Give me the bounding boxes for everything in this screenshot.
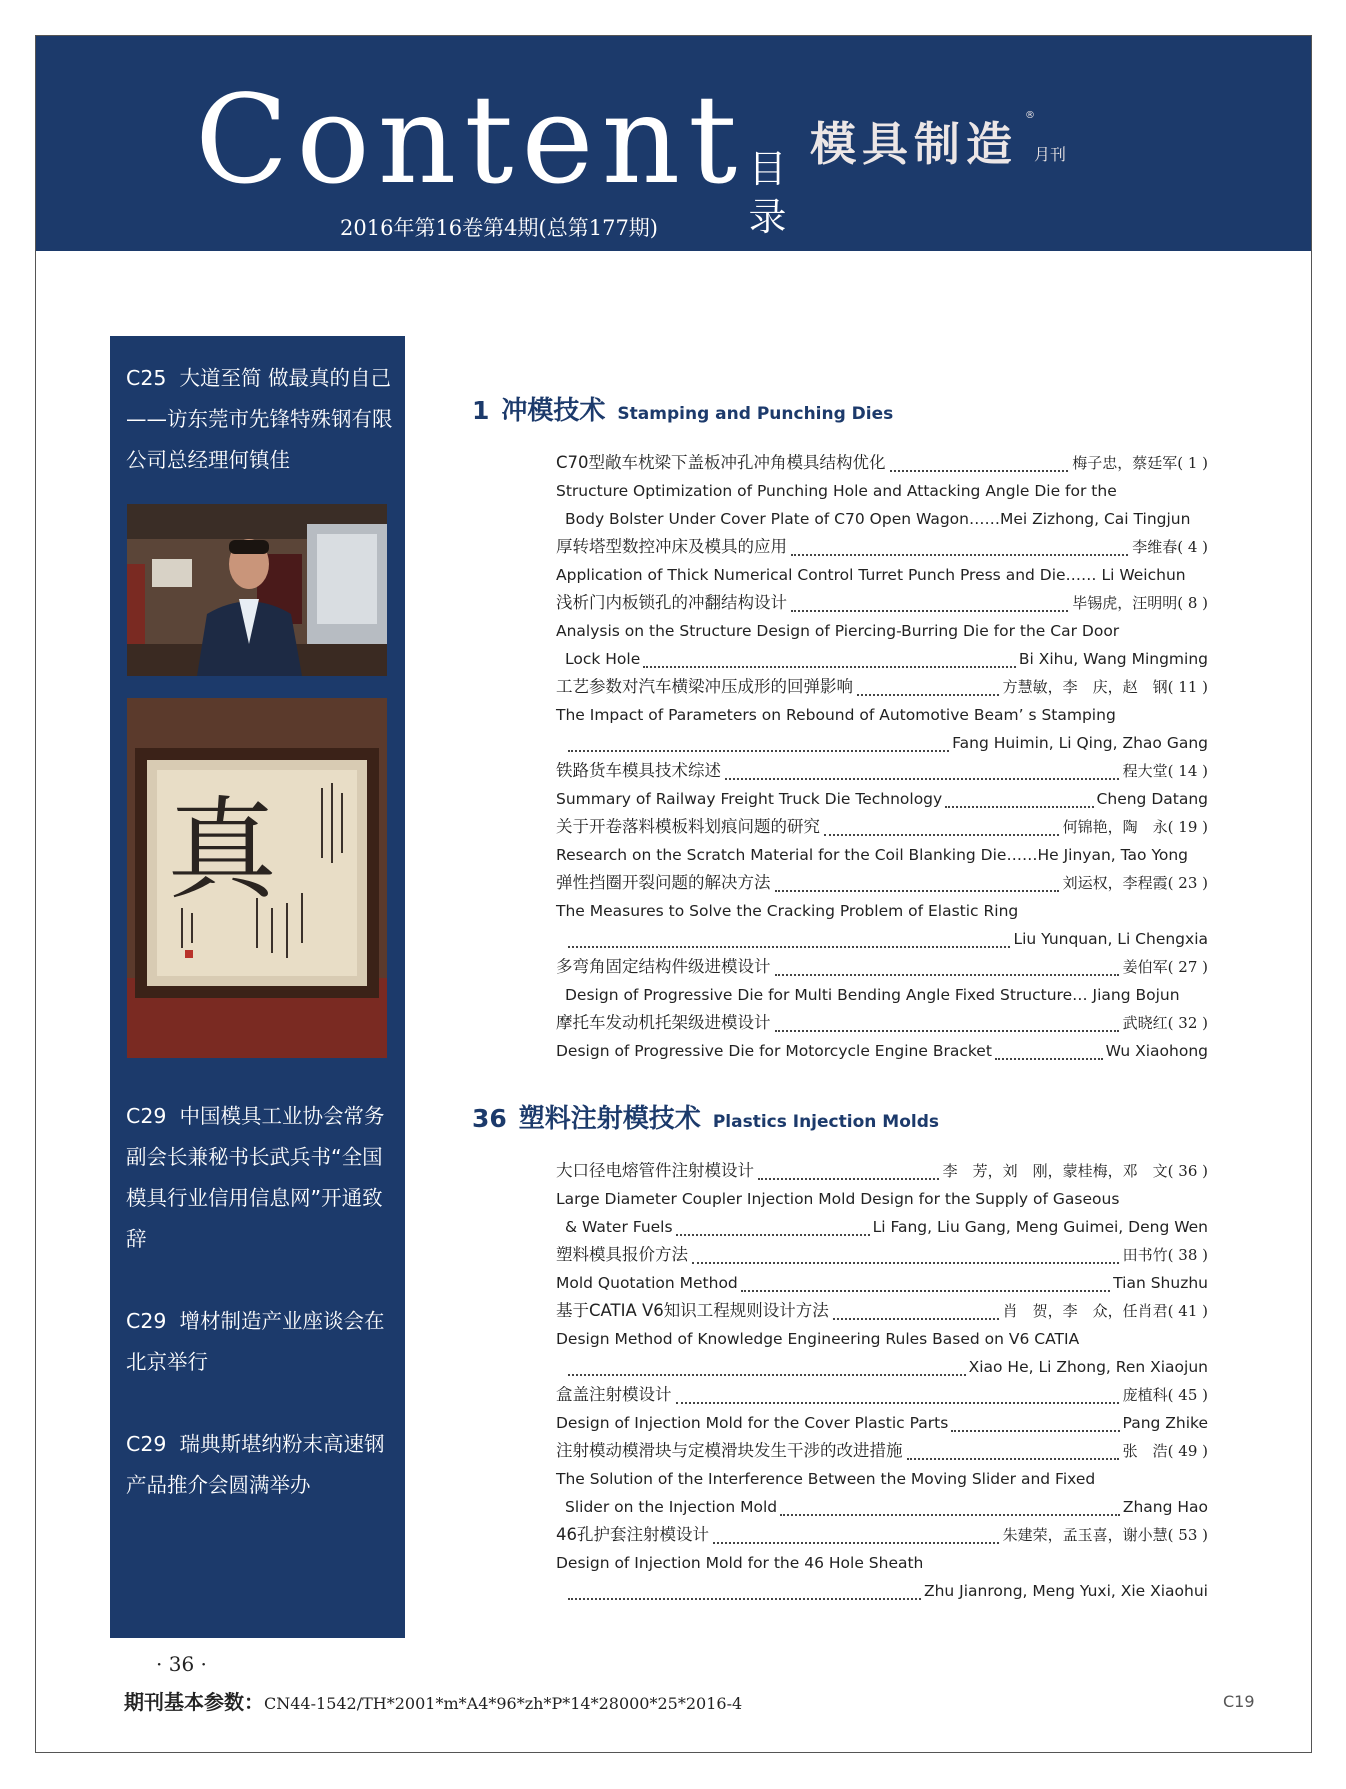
article-authors-cn — [1123, 757, 1208, 785]
authors-cn: 何锦艳，陶 永 — [1062, 818, 1168, 836]
toc-cn-line — [556, 1381, 1208, 1409]
dot-leader — [676, 1394, 1119, 1404]
article-title-en — [556, 617, 1208, 645]
article-title-cn[interactable]: 弹性挡圈开裂问题的解决方法 — [556, 873, 771, 892]
dot-leader — [775, 1022, 1119, 1032]
dot-leader — [568, 1590, 921, 1600]
article-authors-cn — [1072, 589, 1208, 617]
sidebar-item-code: C29 — [126, 1104, 167, 1128]
title-en-text: The Impact of Parameters on Rebound of Automotive Beam’ s Stamping — [556, 706, 1116, 724]
article-page: ( 23 ) — [1167, 874, 1208, 892]
article-page: ( 45 ) — [1167, 1386, 1208, 1404]
article-authors-cn — [1123, 1437, 1208, 1465]
article-title-cn[interactable]: 铁路货车模具技术综述 — [556, 761, 721, 780]
article-title-en — [556, 1409, 1208, 1437]
dot-leader — [833, 1310, 999, 1320]
article-authors-cn — [1003, 673, 1208, 701]
article-title-cn[interactable]: 46孔护套注射模设计 — [556, 1525, 709, 1544]
dot-leader — [741, 1282, 1110, 1292]
article-authors-cn — [1123, 1009, 1208, 1037]
article-title-en — [556, 1213, 1208, 1241]
article-page: ( 8 ) — [1177, 594, 1208, 612]
authors-en: Wu Xiaohong — [1105, 1042, 1208, 1060]
authors-cn: 刘运权，李程霞 — [1062, 874, 1168, 892]
toc-cn-line — [556, 1009, 1208, 1037]
authors-cn: 方慧敏，李 庆，赵 钢 — [1002, 678, 1168, 696]
toc-cn-line — [556, 449, 1208, 477]
sidebar-item-code: C29 — [126, 1309, 167, 1333]
sidebar-item-text: 大道至简 做最真的自己——访东莞市先锋特殊钢有限公司总经理何镇佳 — [126, 366, 393, 472]
article-title-en — [556, 645, 1208, 673]
article-title-en — [556, 1353, 1208, 1381]
toc-cn-line — [556, 1241, 1208, 1269]
section-heading — [472, 1098, 939, 1135]
article-page: ( 19 ) — [1167, 818, 1208, 836]
toc-entry[interactable] — [556, 449, 1208, 533]
authors-en: Zhu Jianrong, Meng Yuxi, Xie Xiaohui — [923, 1582, 1208, 1600]
article-page: ( 53 ) — [1167, 1526, 1208, 1544]
dot-leader — [676, 1226, 870, 1236]
article-title-en — [556, 981, 1208, 1009]
authors-en: Cheng Datang — [1096, 790, 1208, 808]
article-page: ( 14 ) — [1167, 762, 1208, 780]
article-title-cn[interactable]: 关于开卷落料模板料划痕问题的研究 — [556, 817, 820, 836]
article-title-cn[interactable]: 大口径电熔管件注射模设计 — [556, 1161, 754, 1180]
article-title-cn[interactable]: 注射模动模滑块与定模滑块发生干涉的改进措施 — [556, 1441, 903, 1460]
article-title-cn[interactable]: C70型敞车枕梁下盖板冲孔冲角模具结构优化 — [556, 453, 886, 472]
toc-entry[interactable] — [556, 953, 1208, 1009]
article-title-en — [556, 477, 1208, 505]
article-title-en — [556, 897, 1208, 925]
title-en-text: Design of Injection Mold for the Cover Plastic Parts — [556, 1414, 949, 1432]
journal-frequency: 月刊 — [1034, 145, 1067, 164]
section-title-cn: 塑料注射模技术 — [518, 1104, 701, 1134]
toc-entry[interactable] — [556, 673, 1208, 757]
toc-cn-line — [556, 813, 1208, 841]
dot-leader — [857, 686, 999, 696]
article-title-en — [556, 1577, 1208, 1605]
article-title-cn[interactable]: 厚转塔型数控冲床及模具的应用 — [556, 537, 787, 556]
toc-entry[interactable] — [556, 1437, 1208, 1521]
article-title-en — [556, 841, 1208, 869]
article-title-en — [556, 505, 1208, 533]
dot-leader — [725, 770, 1119, 780]
section-entries — [556, 449, 1208, 1065]
article-page: ( 49 ) — [1167, 1442, 1208, 1460]
toc-entry[interactable] — [556, 1521, 1208, 1605]
params-label: 期刊基本参数： — [124, 1690, 264, 1714]
toc-cn-line — [556, 953, 1208, 981]
calligraphy-photo — [127, 698, 387, 1058]
toc-cn-line — [556, 673, 1208, 701]
article-title-cn[interactable]: 工艺参数对汽车横梁冲压成形的回弹影响 — [556, 677, 853, 696]
authors-cn: 梅子忠，蔡廷军 — [1072, 454, 1178, 472]
dot-leader — [775, 966, 1119, 976]
article-authors-cn — [1003, 1521, 1208, 1549]
toc-entry[interactable] — [556, 869, 1208, 953]
article-title-en — [556, 1549, 1208, 1577]
article-page: ( 38 ) — [1167, 1246, 1208, 1264]
dot-leader — [791, 602, 1068, 612]
authors-en: Tian Shuzhu — [1113, 1274, 1208, 1292]
journal-params — [124, 1686, 742, 1715]
article-title-cn[interactable]: 盒盖注射模设计 — [556, 1385, 672, 1404]
issue-info: 2016年第16卷第4期(总第177期) — [340, 216, 658, 240]
page-number: · 36 · — [156, 1652, 207, 1676]
article-page: ( 1 ) — [1177, 454, 1208, 472]
authors-en: Xiao He, Li Zhong, Ren Xiaojun — [968, 1358, 1208, 1376]
dot-leader — [713, 1534, 999, 1544]
authors-cn: 姜伯军 — [1122, 958, 1168, 976]
article-page: ( 4 ) — [1177, 538, 1208, 556]
title-en-text: Lock Hole — [565, 650, 641, 668]
toc-entry[interactable] — [556, 1381, 1208, 1437]
dot-leader — [824, 826, 1059, 836]
article-title-en — [556, 561, 1208, 589]
authors-en: Pang Zhike — [1122, 1414, 1208, 1432]
dot-leader — [758, 1170, 939, 1180]
article-title-en — [556, 785, 1208, 813]
toc-entry[interactable] — [556, 589, 1208, 673]
article-title-en — [556, 925, 1208, 953]
article-authors-cn — [1063, 869, 1208, 897]
article-authors-cn — [1132, 533, 1208, 561]
dot-leader — [780, 1506, 1120, 1516]
sidebar-item-code: C29 — [126, 1432, 167, 1456]
title-en-text: Application of Thick Numerical Control Turret Punch Press and Die…… Li Weichun — [556, 566, 1186, 584]
authors-cn: 毕锡虎，汪明明 — [1072, 594, 1178, 612]
authors-cn: 武晓红 — [1122, 1014, 1168, 1032]
dot-leader — [643, 658, 1016, 668]
sidebar-item[interactable] — [126, 358, 396, 481]
title-en-text: The Solution of the Interference Between the Moving Slider and Fixed — [556, 1470, 1096, 1488]
article-page: ( 36 ) — [1167, 1162, 1208, 1180]
authors-cn: 田书竹 — [1122, 1246, 1168, 1264]
article-title-en — [556, 1325, 1208, 1353]
authors-en: Fang Huimin, Li Qing, Zhao Gang — [952, 734, 1208, 752]
article-authors-cn — [1072, 449, 1208, 477]
dot-leader — [945, 798, 1093, 808]
article-page: ( 32 ) — [1167, 1014, 1208, 1032]
section-title-en: Stamping and Punching Dies — [617, 404, 894, 424]
dot-leader — [791, 546, 1128, 556]
toc-entry[interactable] — [556, 1241, 1208, 1297]
sidebar-item[interactable] — [126, 1096, 396, 1260]
article-title-en — [556, 1493, 1208, 1521]
toc-cn-line — [556, 1157, 1208, 1185]
toc-cn-line — [556, 1297, 1208, 1325]
article-title-en — [556, 729, 1208, 757]
title-en-text: Large Diameter Coupler Injection Mold Design for the Supply of Gaseous — [556, 1190, 1120, 1208]
title-en-text: Design of Injection Mold for the 46 Hole Sheath — [556, 1554, 924, 1572]
dot-leader — [890, 462, 1069, 472]
section-number: 36 — [472, 1104, 507, 1133]
authors-cn: 李 芳，刘 刚，蒙桂梅，邓 文 — [942, 1162, 1168, 1180]
title-en-text: Analysis on the Structure Design of Piercing-Burring Die for the Car Door — [556, 622, 1120, 640]
authors-cn: 肖 贺，李 众，任肖君 — [1002, 1302, 1168, 1320]
toc-entry[interactable] — [556, 1297, 1208, 1381]
toc-entry[interactable] — [556, 1009, 1208, 1065]
toc-cn-line — [556, 1521, 1208, 1549]
authors-cn: 张 浩 — [1122, 1442, 1168, 1460]
dot-leader — [995, 1050, 1103, 1060]
article-authors-cn — [1123, 1381, 1208, 1409]
article-authors-cn — [943, 1157, 1208, 1185]
toc-entry[interactable] — [556, 1157, 1208, 1241]
sidebar-item-code: C25 — [126, 366, 167, 390]
svg-text:真: 真 — [167, 786, 277, 914]
toc-cn-line — [556, 1437, 1208, 1465]
toc-cn-line — [556, 589, 1208, 617]
sidebar-item-text: 瑞典斯堪纳粉末高速钢产品推介会圆满举办 — [126, 1432, 385, 1497]
authors-en: Bi Xihu, Wang Mingming — [1018, 650, 1208, 668]
article-title-en — [556, 1185, 1208, 1213]
toc-entry[interactable] — [556, 533, 1208, 589]
article-title-cn[interactable]: 基于CATIA V6知识工程规则设计方法 — [556, 1301, 829, 1320]
authors-cn: 朱建荣，孟玉喜，谢小慧 — [1002, 1526, 1168, 1544]
title-en-text: Design of Progressive Die for Motorcycle Engine Bracket — [556, 1042, 992, 1060]
title-en-text: Body Bolster Under Cover Plate of C70 Open Wagon……Mei Zizhong, Cai Tingjun — [565, 510, 1191, 528]
article-title-cn[interactable]: 塑料模具报价方法 — [556, 1245, 688, 1264]
section-title-en: Plastics Injection Molds — [712, 1112, 939, 1132]
section-number: 1 — [472, 396, 490, 425]
journal-brand: 模具制造 — [810, 117, 1018, 171]
registered-mark: ® — [1025, 110, 1035, 121]
title-en-text: & Water Fuels — [565, 1218, 673, 1236]
authors-cn: 李维春 — [1132, 538, 1178, 556]
article-page: ( 11 ) — [1167, 678, 1208, 696]
article-title-en — [556, 1269, 1208, 1297]
title-en-text: Design of Progressive Die for Multi Bending Angle Fixed Structure… Jiang Bojun — [565, 986, 1180, 1004]
section-title-cn: 冲模技术 — [501, 396, 606, 426]
toc-entry[interactable] — [556, 813, 1208, 869]
authors-en: Zhang Hao — [1122, 1498, 1208, 1516]
article-page: ( 41 ) — [1167, 1302, 1208, 1320]
title-en-text: Slider on the Injection Mold — [565, 1498, 778, 1516]
article-authors-cn — [1123, 1241, 1208, 1269]
title-en-text: Design Method of Knowledge Engineering Rules Based on V6 CATIA — [556, 1330, 1080, 1348]
toc-cn-line — [556, 869, 1208, 897]
article-authors-cn — [1063, 813, 1208, 841]
sidebar-item[interactable] — [126, 1424, 396, 1506]
content-title-cn: 目录 — [748, 147, 787, 239]
sidebar — [110, 336, 405, 1638]
authors-en: Liu Yunquan, Li Chengxia — [1013, 930, 1208, 948]
dot-leader — [907, 1450, 1119, 1460]
section-entries — [556, 1157, 1208, 1605]
article-title-cn[interactable]: 多弯角固定结构件级进模设计 — [556, 957, 771, 976]
toc-cn-line — [556, 757, 1208, 785]
title-en-text: Research on the Scratch Material for the Coil Blanking Die……He Jinyan, Tao Yong — [556, 846, 1188, 864]
authors-cn: 程大堂 — [1122, 762, 1168, 780]
dot-leader — [568, 1366, 966, 1376]
title-en-text: Summary of Railway Freight Truck Die Technology — [556, 790, 943, 808]
section-heading — [472, 390, 893, 427]
article-title-en — [556, 701, 1208, 729]
title-en-text: The Measures to Solve the Cracking Problem of Elastic Ring — [556, 902, 1019, 920]
sidebar-item[interactable] — [126, 1301, 396, 1383]
article-title-cn[interactable]: 浅析门内板锁孔的冲翻结构设计 — [556, 593, 787, 612]
page-code: C19 — [1223, 1692, 1255, 1711]
toc-entry[interactable] — [556, 757, 1208, 813]
authors-cn: 庞植科 — [1122, 1386, 1168, 1404]
portrait-photo — [127, 504, 387, 676]
content-title: Content — [195, 69, 746, 211]
dot-leader — [775, 882, 1059, 892]
article-title-cn[interactable]: 摩托车发动机托架级进模设计 — [556, 1013, 771, 1032]
article-page: ( 27 ) — [1167, 958, 1208, 976]
dot-leader — [568, 742, 949, 752]
article-title-en — [556, 1037, 1208, 1065]
article-authors-cn — [1003, 1297, 1208, 1325]
toc-cn-line — [556, 533, 1208, 561]
sidebar-item-text: 中国模具工业协会常务副会长兼秘书长武兵书“全国模具行业信用信息网”开通致辞 — [126, 1104, 385, 1251]
dot-leader — [692, 1254, 1119, 1264]
params-value: CN44-1542/TH*2001*m*A4*96*zh*P*14*28000*25*2016-4 — [264, 1694, 743, 1713]
authors-en: Li Fang, Liu Gang, Meng Guimei, Deng Wen — [872, 1218, 1208, 1236]
article-authors-cn — [1123, 953, 1208, 981]
article-title-en — [556, 1465, 1208, 1493]
dot-leader — [951, 1422, 1119, 1432]
sidebar-item-text: 增材制造产业座谈会在北京举行 — [126, 1309, 385, 1374]
dot-leader — [568, 938, 1010, 948]
title-en-text: Mold Quotation Method — [556, 1274, 738, 1292]
title-en-text: Structure Optimization of Punching Hole and Attacking Angle Die for the — [556, 482, 1117, 500]
